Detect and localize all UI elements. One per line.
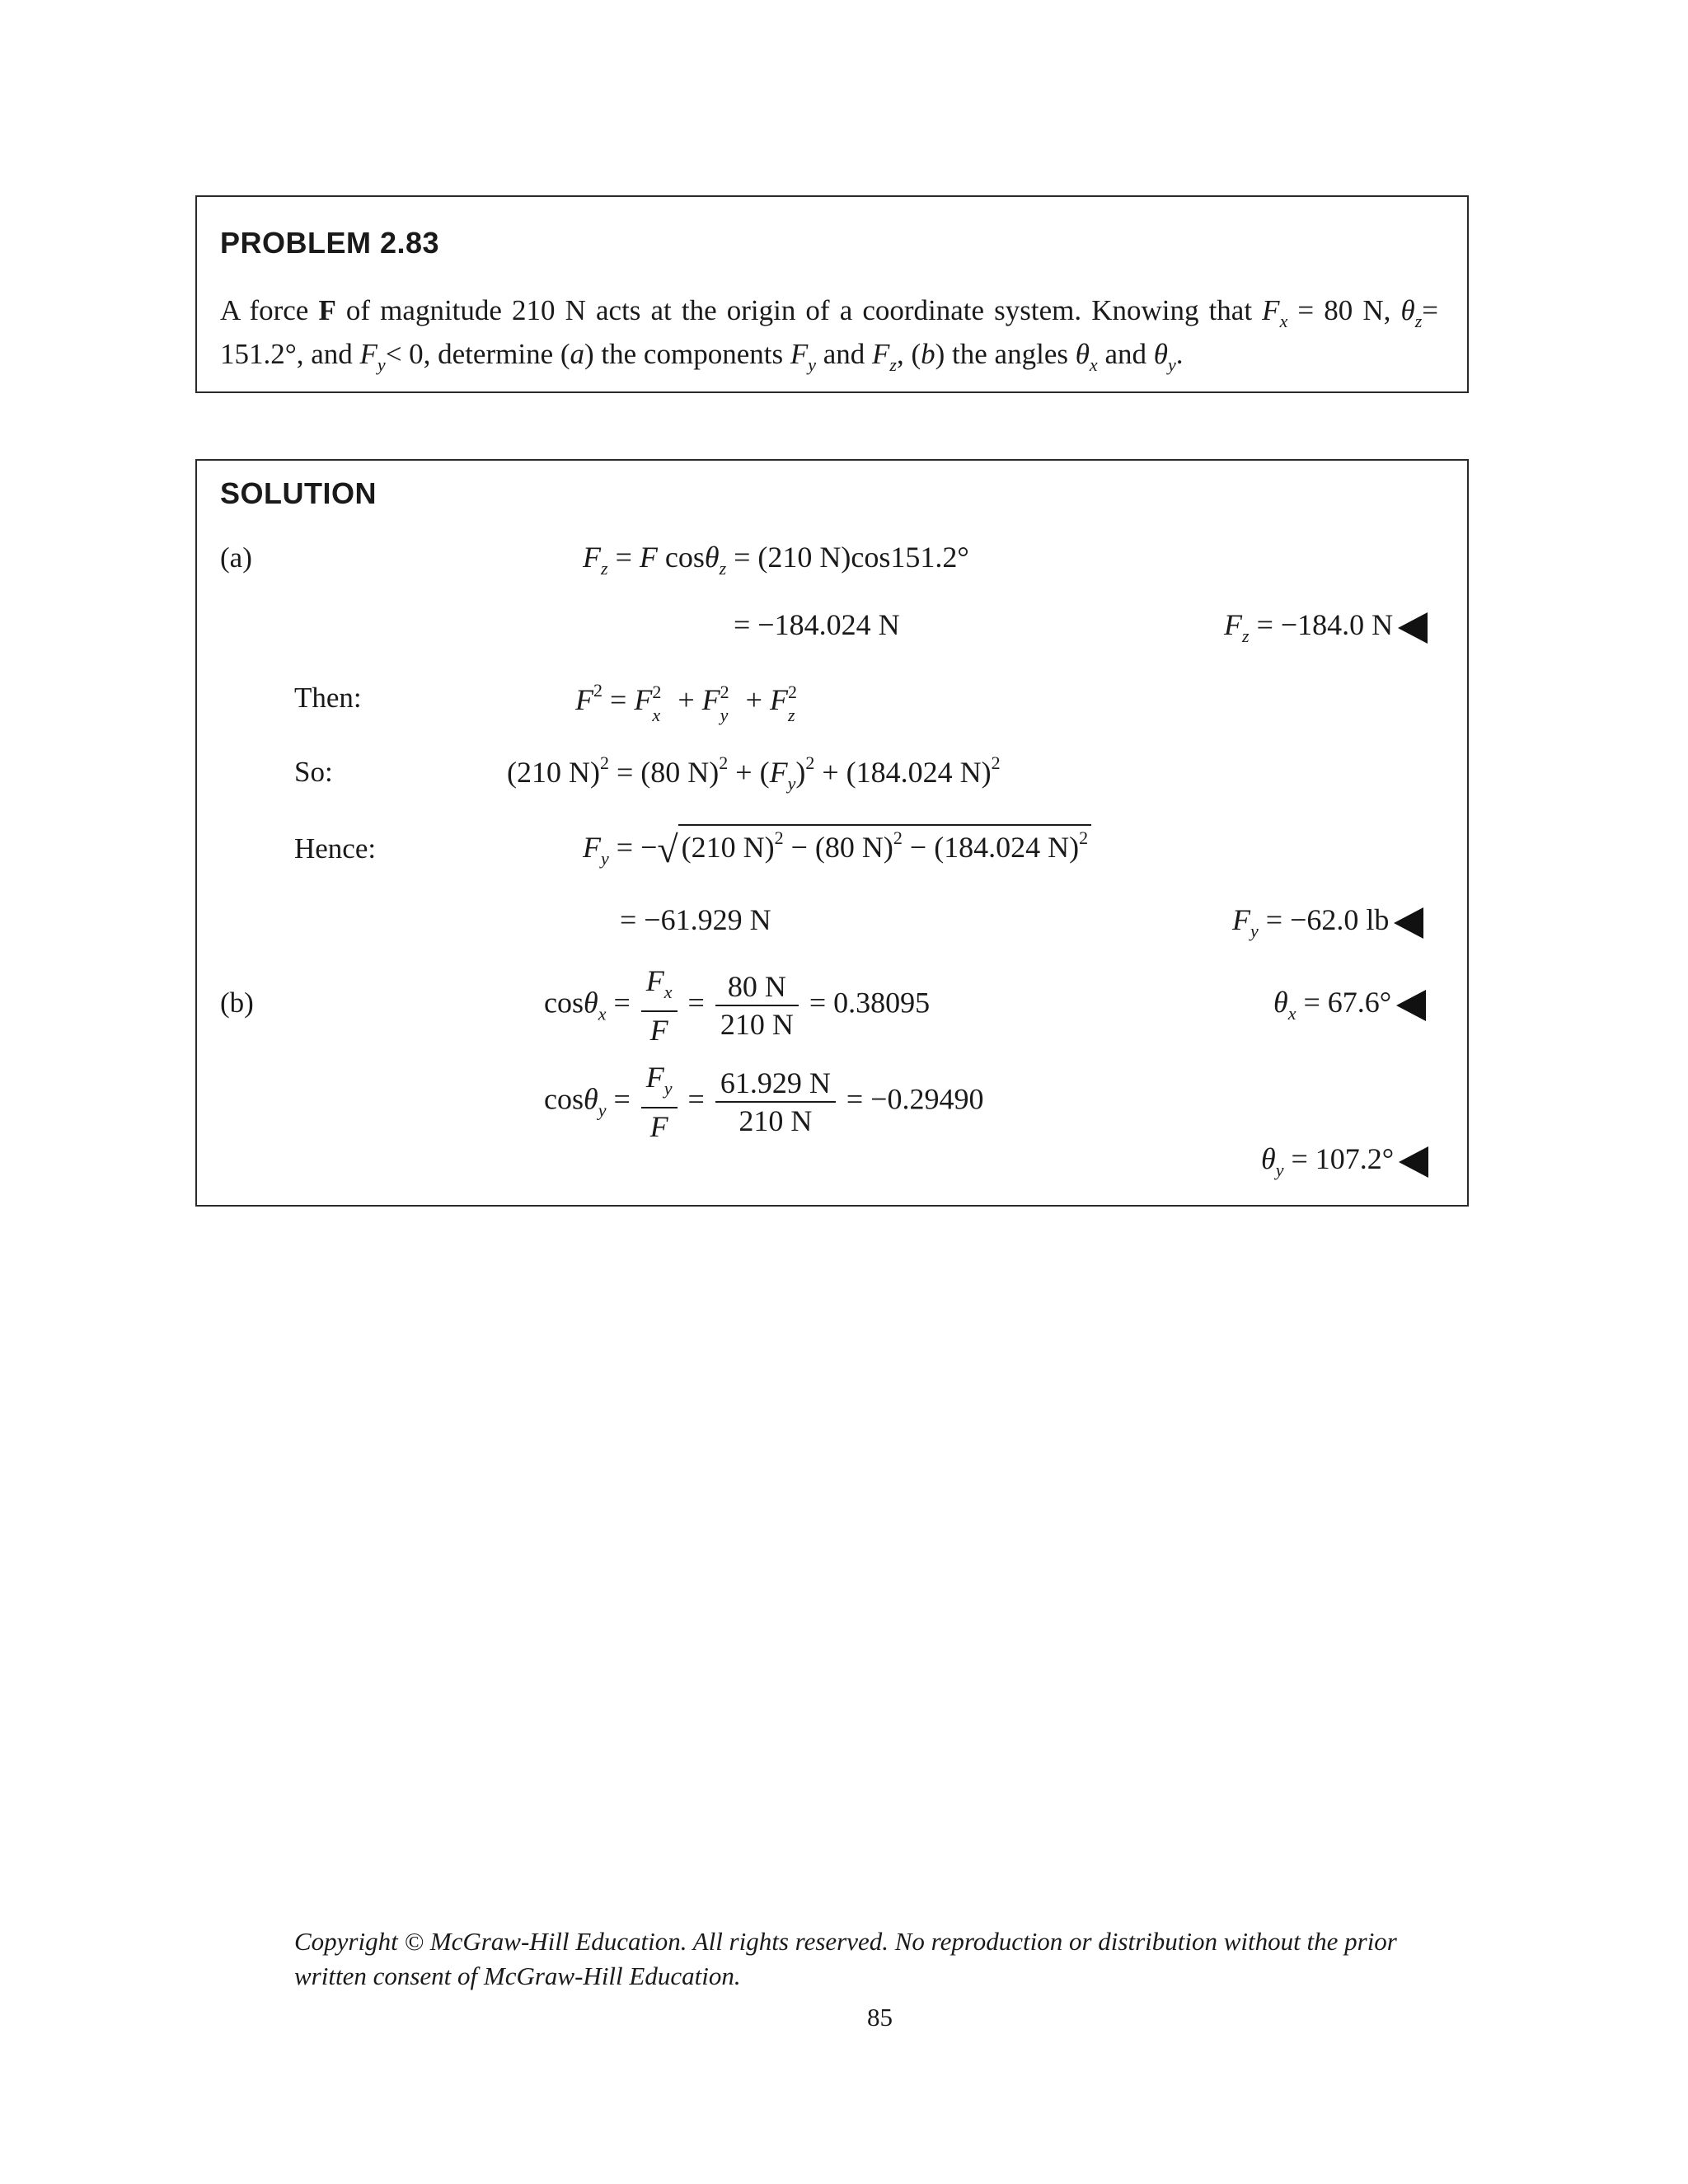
answer-marker-icon [1394,907,1423,939]
fy-answer: $F_y = -62.0$ lb [1232,902,1423,942]
problem-heading: PROBLEM 2.83 [220,226,440,260]
then-label: Then: [294,682,362,714]
part-a-label: (a) [220,541,252,574]
fy-equation: $F_y$ = −√ (210 N)$^2$ − (80 N)$^2$ − (184.024 N)$^2$ [583,824,1091,871]
cos-theta-y-equation: cosθ$_y$ = $\frac{F_y}{F}$ = $\frac{61.929 N}{210 N}$ = −0.29490 [544,1061,984,1143]
page-number: 85 [867,2003,893,2032]
magnitude-equation: $F^2 = F$ 2 x + F 2 y + F 2 z [575,680,797,725]
solution-heading: SOLUTION [220,476,377,510]
fz-value: = −184.024 N [734,608,900,641]
part-b-label: (b) [220,987,254,1019]
theta-y-answer: $\theta_y = 107.2^\circ$ [1261,1141,1428,1181]
fy-value: = −61.929 N [620,903,771,936]
so-label: So: [294,756,333,788]
copyright-notice: Copyright © McGraw-Hill Education. All rights reserved. No reproduction or distribution without the prior written consent of McGraw-Hill Education. [294,1927,1397,1990]
theta-x-answer: $\theta_x = 67.6^\circ$ [1273,985,1426,1024]
hence-label: Hence: [294,832,377,865]
fz-answer: $F_z = -184.0$ N [1224,607,1428,647]
substituted-equation: (210 N)$^2$ = (80 $N)^2 + (F_y)^2 + (184.024$ N)$^2$ [507,752,1001,794]
fz-equation: $F_z = F$ cosθ$_z$ = (210 N)cos151.2° [583,541,969,579]
answer-marker-icon [1399,1146,1428,1178]
answer-marker-icon [1396,990,1426,1021]
cos-theta-x-equation: cosθ$_x$ = $\frac{F_x}{F}$ = $\frac{80 N}{210 N}$ = 0.38095 [544,964,931,1047]
answer-marker-icon [1398,612,1428,644]
problem-statement: A force F of magnitude 210 N acts at the origin of a coordinate system. Knowing that $F_x = 80$ N, $\theta_z= 151.2^\circ$, and $F_y< 0$, determine (a) the components $F_y$ and $F_z$, (b) the angles $\theta_x$ and $\theta_y$. [220,294,1439,375]
